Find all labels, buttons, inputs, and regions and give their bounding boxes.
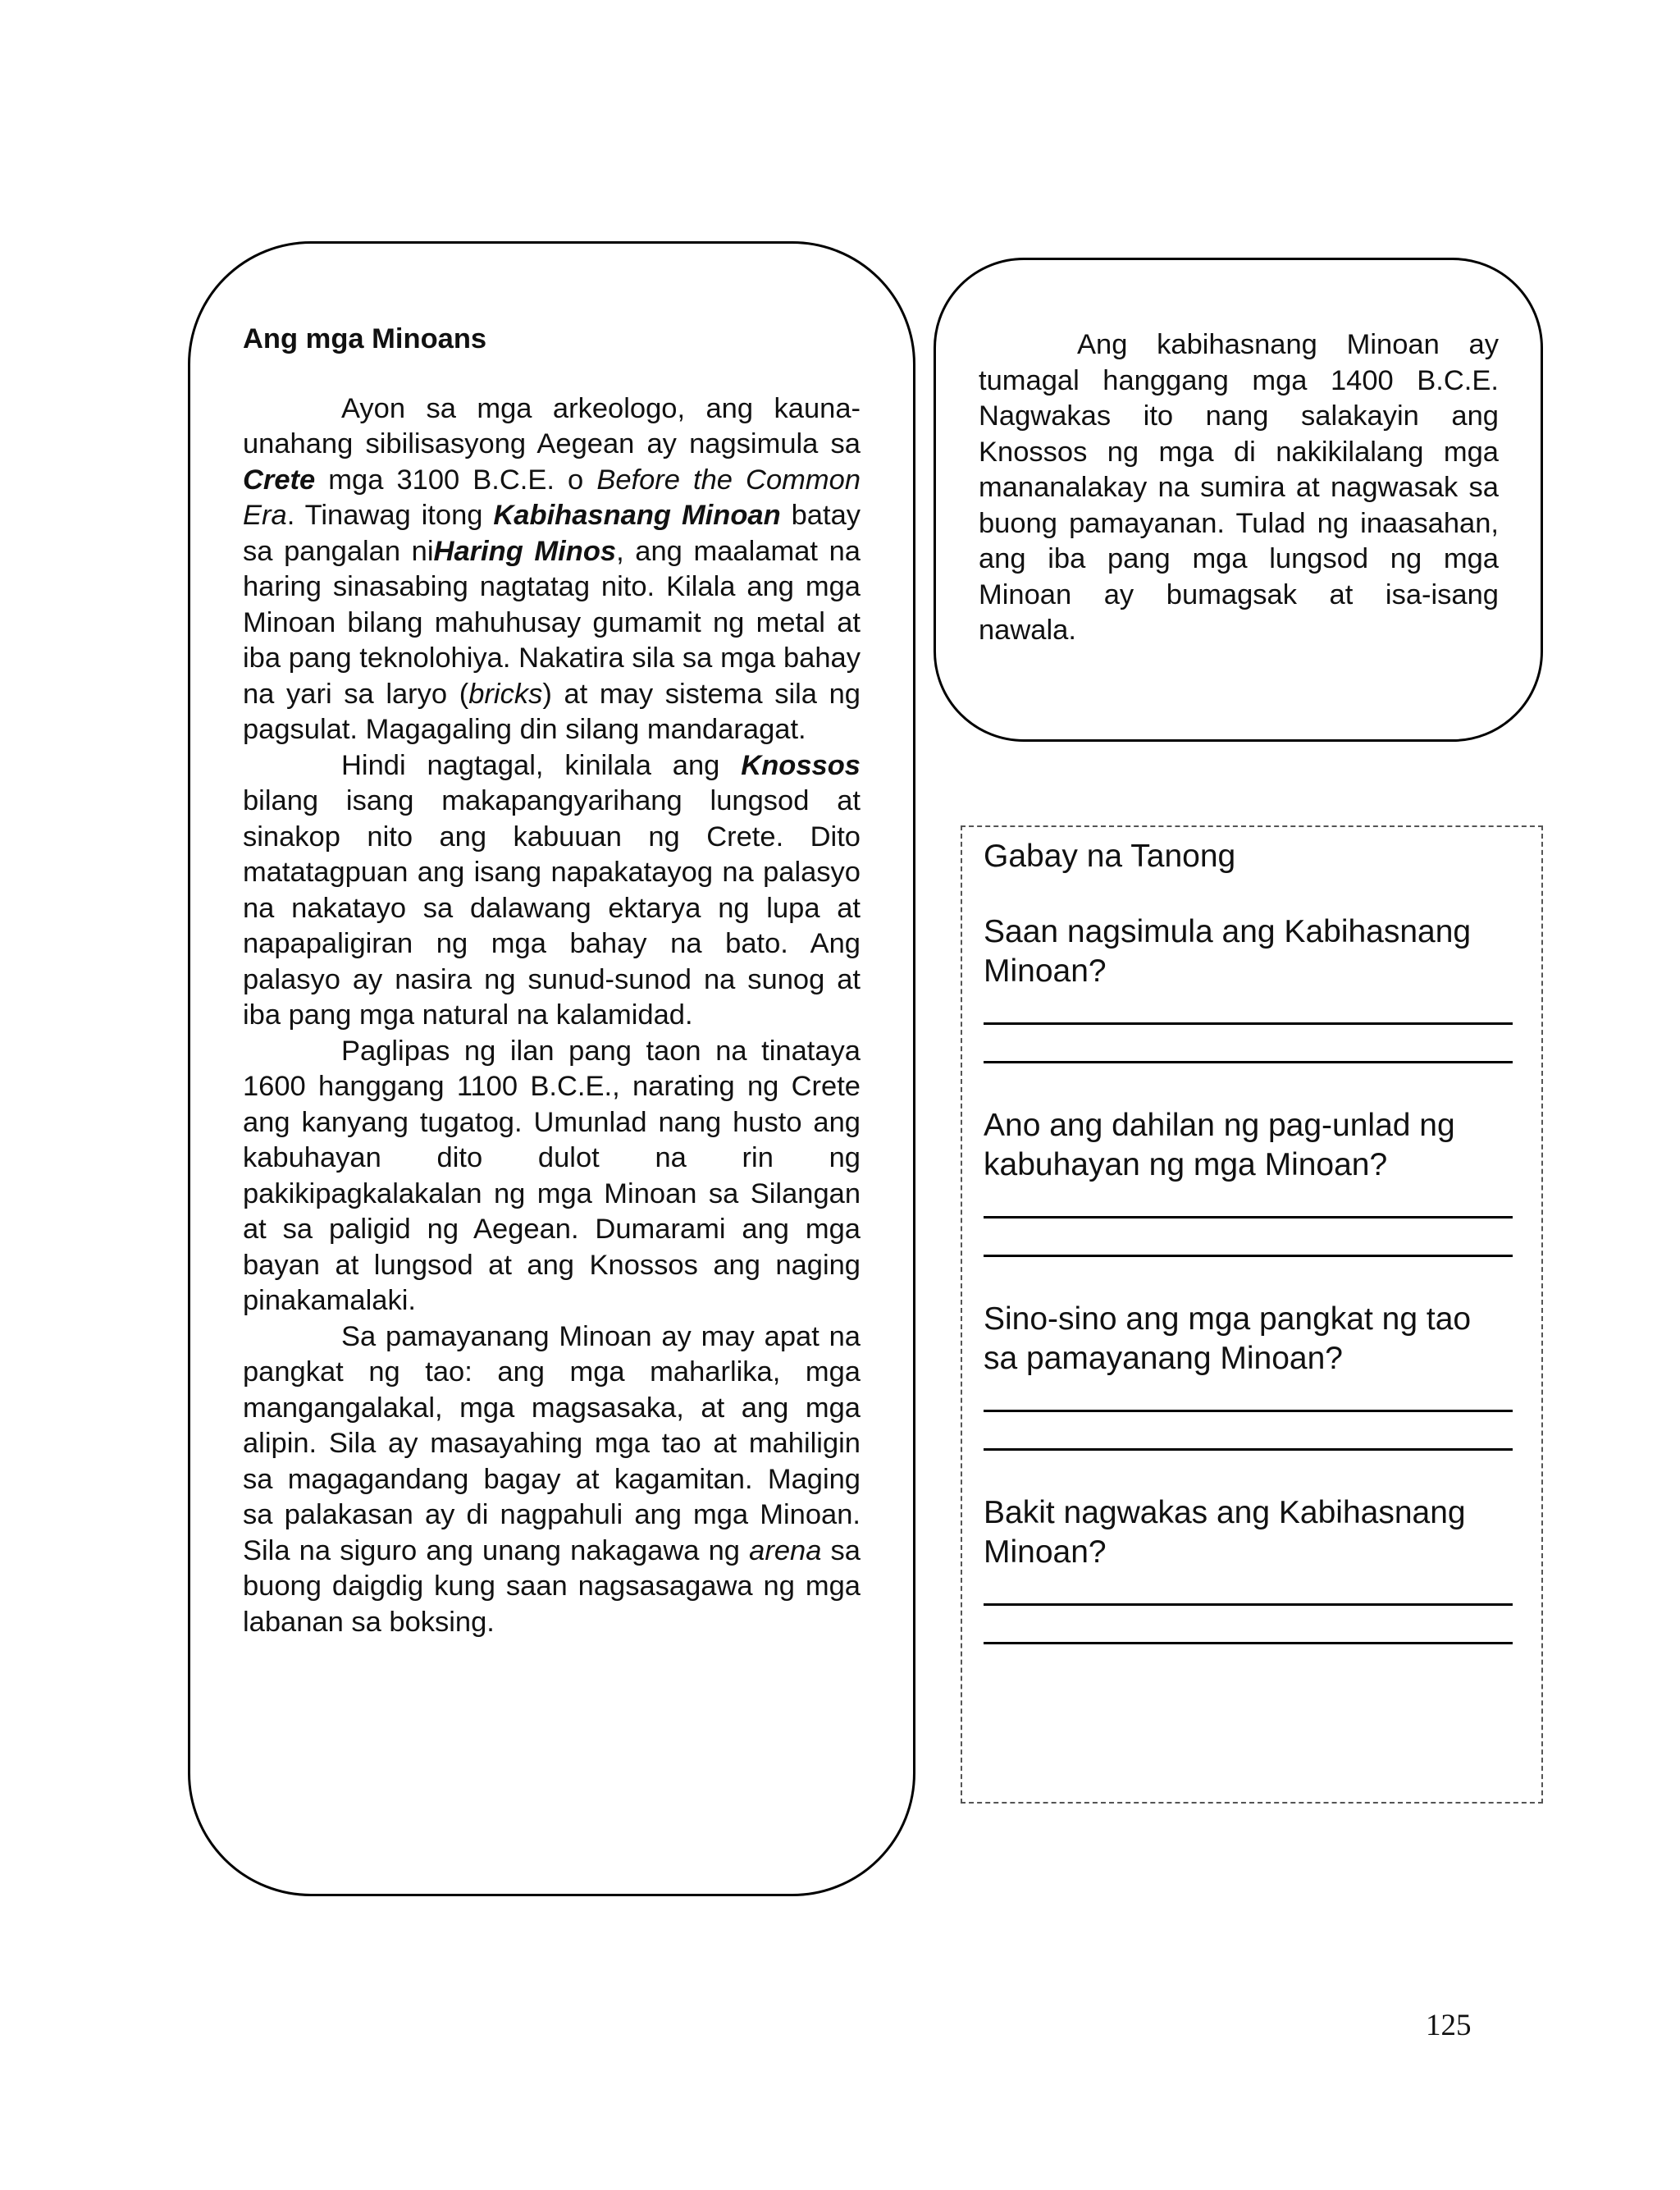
question-text: Sino-sino ang mga pangkat ng tao sa pamayanang Minoan? <box>984 1301 1472 1376</box>
emphasis-term: Kabihasnang Minoan <box>493 500 781 531</box>
italic-term: arena <box>749 1534 822 1566</box>
emphasis-term: Knossos <box>741 749 861 781</box>
guide-questions <box>984 832 1513 1644</box>
article-paragraph <box>243 1319 861 1641</box>
italic-term: Before the Common Era <box>243 464 861 531</box>
answer-line[interactable] <box>984 1022 1513 1025</box>
text-run: Hindi nagtagal, kinilala ang <box>341 749 742 781</box>
text-run: , ang maalamat na haring sinasabing nagtatag nito. Kilala ang mga Minoan bilang mahuhusay gumamit ng metal at iba pang teknolohiya. Nakatira sila sa mga bahay na yari sa laryo ( <box>243 535 861 710</box>
question-text: Ano ang dahilan ng pag-unlad ng kabuhayan ng mga Minoan? <box>984 1108 1455 1182</box>
question-text: Bakit nagwakas ang Kabihasnang Minoan? <box>984 1495 1466 1570</box>
article-paragraph <box>243 748 861 1034</box>
answer-line[interactable] <box>984 1642 1513 1644</box>
question-block <box>984 912 1513 1063</box>
text-run: ) at may sistema sila ng pagsulat. Magagaling din silang mandaragat. <box>243 678 861 745</box>
answer-line[interactable] <box>984 1448 1513 1451</box>
question-text: Saan nagsimula ang Kabihasnang Minoan? <box>984 914 1472 989</box>
article-paragraph: Ang kabihasnang Minoan ay tumagal hanggang mga 1400 B.C.E. Nagwakas ito nang salakayin ang Knossos ng mga di nakikilalang mga mananalakay na sumira at nagwasak sa buong pamayanan. Tulad ng inaasahan, ang iba pang mga lungsod ng mga Minoan ay bumagsak at isa-isang nawala. <box>979 329 1499 646</box>
left-article <box>243 322 861 1640</box>
text-run: sa buong daigdig kung saan nagsasagawa ng mga labanan sa boksing. <box>243 1534 861 1638</box>
text-run: batay sa pangalan ni <box>243 500 861 567</box>
answer-line[interactable] <box>984 1061 1513 1063</box>
answer-line[interactable] <box>984 1255 1513 1257</box>
text-run: mga 3100 B.C.E. o <box>315 464 597 496</box>
text-run: Paglipas ng ilan pang taon na tinataya 1600 hanggang 1100 B.C.E., narating ng Crete ang kanyang tugatog. Umunlad nang husto ang kabuhayan dito dulot na rin ng pakikipagkalakalan ng mga Minoan sa Silangan at sa paligid ng Aegean. Dumarami ang mga bayan at lungsod at ang Knossos ang naging pinakamalaki. <box>243 1035 861 1316</box>
answer-line[interactable] <box>984 1603 1513 1606</box>
answer-line[interactable] <box>984 1410 1513 1412</box>
italic-term: bricks <box>468 678 543 710</box>
answer-line[interactable] <box>984 1216 1513 1218</box>
text-run: Sa pamayanang Minoan ay may apat na pangkat ng tao: ang mga maharlika, mga mangangalakal, mga magsasaka, at ang mga alipin. Sila ay masayahing mga tao at mahiligin sa magagandang bagay at kagamitan. Maging sa palakasan ay di nagpahuli ang mga Minoan. Sila na siguro ang unang nakagawa ng <box>243 1320 861 1566</box>
right-article <box>979 327 1499 649</box>
text-run: bilang isang makapangyarihang lungsod at sinakop nito ang kabuuan ng Crete. Dito matatagpuan ang isang napakatayog na palasyo na nakatayo sa dalawang ektarya ng lupa at napapaligiran ng mga bahay na bato. Ang palasyo ay nasira ng sunud-sunod na sunog at iba pang mga natural na kalamidad. <box>243 785 861 1031</box>
question-block <box>984 1493 1513 1644</box>
emphasis-term: Crete <box>243 464 316 496</box>
text-run: . Tinawag itong <box>286 500 494 531</box>
text-run: Ayon sa mga arkeologo, ang kauna-unahang sibilisasyong Aegean ay nagsimula sa <box>243 392 861 459</box>
page-number: 125 <box>1426 2009 1472 2042</box>
question-block <box>984 1300 1513 1451</box>
question-block <box>984 1106 1513 1257</box>
guide-title: Gabay na Tanong <box>984 839 1236 874</box>
article-heading: Ang mga Minoans <box>243 323 487 354</box>
article-paragraph <box>243 391 861 748</box>
article-paragraph <box>243 1034 861 1319</box>
emphasis-term: Haring Minos <box>433 535 617 567</box>
